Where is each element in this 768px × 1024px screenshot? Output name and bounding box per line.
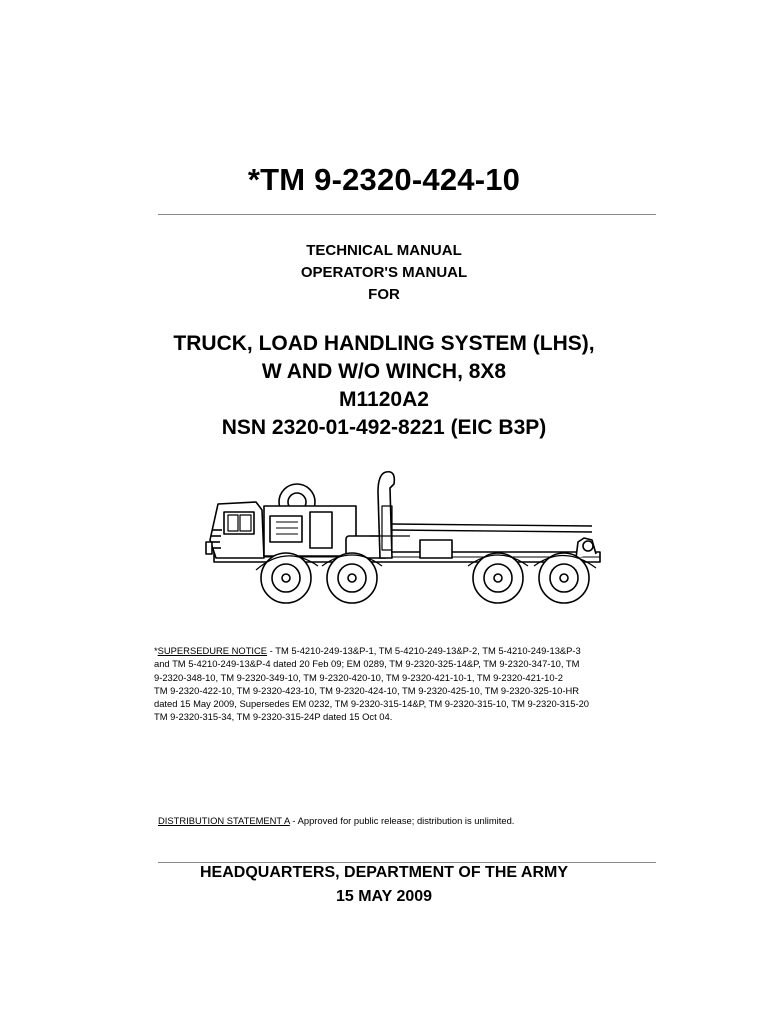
headquarters-line: HEADQUARTERS, DEPARTMENT OF THE ARMY bbox=[200, 864, 568, 881]
publication-date: 15 MAY 2009 bbox=[335, 888, 433, 905]
top-divider bbox=[158, 214, 656, 215]
notice-line-1 bbox=[154, 644, 640, 657]
notice-line-3: 9-2320-348-10, TM 9-2320-349-10, TM 9-2320-420-10, TM 9-2320-421-10-1, TM 9-2320-421-10-2 bbox=[154, 671, 563, 683]
bottom-divider bbox=[158, 862, 656, 863]
supersedure-notice bbox=[154, 644, 640, 724]
notice-line-1-text: - TM 5-4210-249-13&P-1, TM 5-4210-249-13&P-2, TM 5-4210-249-13&P-3 bbox=[267, 645, 581, 656]
notice-line-6: TM 9-2320-315-34, TM 9-2320-315-24P dated 15 Oct 04. bbox=[154, 711, 393, 723]
truck-illustration bbox=[200, 466, 610, 616]
distribution-statement-text: - Approved for public release; distribution is unlimited. bbox=[289, 815, 515, 826]
notice-asterisk: * bbox=[154, 645, 158, 656]
vehicle-title-line-1: TRUCK, LOAD HANDLING SYSTEM (LHS), bbox=[173, 332, 595, 355]
tm-number: *TM 9-2320-424-10 bbox=[247, 162, 521, 197]
vehicle-model: M1120A2 bbox=[339, 388, 429, 411]
subtitle-technical-manual: TECHNICAL MANUAL bbox=[306, 242, 462, 259]
distribution-statement-label: DISTRIBUTION STATEMENT A bbox=[158, 815, 290, 826]
vehicle-nsn: NSN 2320-01-492-8221 (EIC B3P) bbox=[221, 416, 547, 439]
subtitle-for: FOR bbox=[368, 286, 400, 303]
notice-line-5: dated 15 May 2009, Supersedes EM 0232, TM 9-2320-315-14&P, TM 9-2320-315-10, TM 9-2320-315-20 bbox=[154, 698, 589, 710]
vehicle-title-line-2: W AND W/O WINCH, 8X8 bbox=[261, 360, 507, 383]
notice-line-2: and TM 5-4210-249-13&P-4 dated 20 Feb 09; EM 0289, TM 9-2320-325-14&P, TM 9-2320-347-10, TM bbox=[154, 658, 580, 670]
supersedure-notice-label: SUPERSEDURE NOTICE bbox=[157, 645, 268, 656]
subtitle-operators-manual: OPERATOR'S MANUAL bbox=[300, 264, 468, 281]
notice-line-4: TM 9-2320-422-10, TM 9-2320-423-10, TM 9-2320-424-10, TM 9-2320-425-10, TM 9-2320-325-10-HR bbox=[154, 684, 580, 696]
distribution-statement bbox=[158, 815, 514, 826]
